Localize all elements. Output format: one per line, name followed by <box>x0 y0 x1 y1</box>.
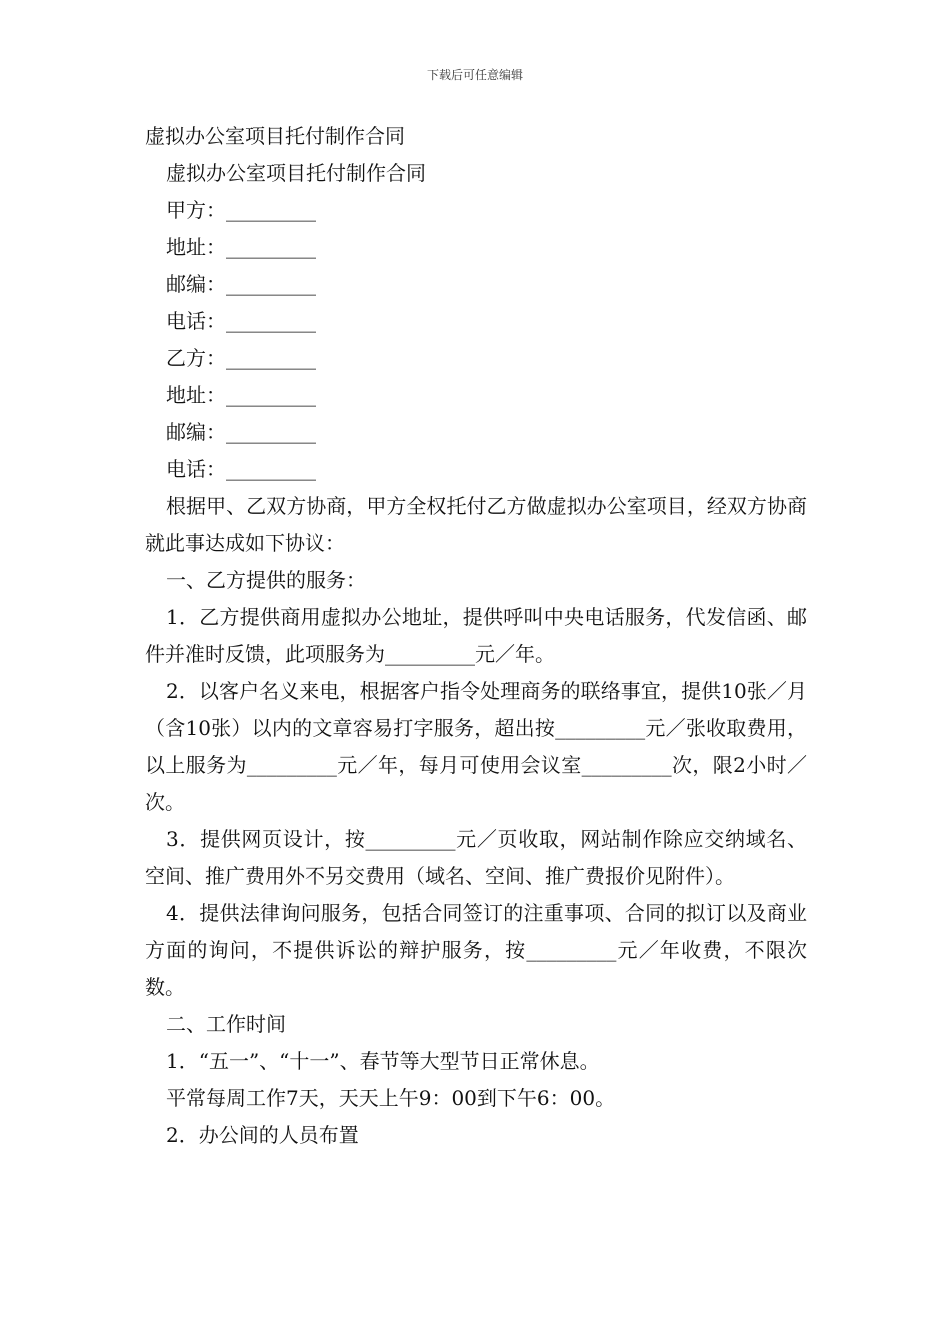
document-body <box>145 118 807 1154</box>
document-subtitle: 虚拟办公室项目托付制作合同 <box>166 161 426 185</box>
service-item-1: 1．乙方提供商用虚拟办公地址，提供呼叫中央电话服务，代发信函、邮件并准时反馈，此项服务为_________元／年。 <box>145 605 807 666</box>
party-b-address-field: 地址：_________ <box>166 383 316 407</box>
document-title: 虚拟办公室项目托付制作合同 <box>145 124 405 148</box>
service-item-3: 3．提供网页设计，按_________元／页收取，网站制作除应交纳域名、空间、推广费用外不另交费用（域名、空间、推广费报价见附件）。 <box>145 827 807 888</box>
party-a-field: 甲方：_________ <box>166 198 316 222</box>
party-a-address-field: 地址：_________ <box>166 235 316 259</box>
section-1-heading: 一、乙方提供的服务： <box>166 568 366 592</box>
work-time-item-2: 2．办公间的人员布置 <box>166 1123 359 1147</box>
work-time-item-1-detail: 平常每周工作7天，天天上午9：00到下午6：00。 <box>166 1086 616 1110</box>
party-b-postcode-field: 邮编：_________ <box>166 420 316 444</box>
party-a-phone-field: 电话：_________ <box>166 309 316 333</box>
page-header-note: 下载后可任意编辑 <box>426 68 523 82</box>
party-b-field: 乙方：_________ <box>166 346 316 370</box>
work-time-item-1: 1．“五一”、“十一”、春节等大型节日正常休息。 <box>166 1049 600 1073</box>
service-item-4: 4．提供法律询问服务，包括合同签订的注重事项、合同的拟订以及商业方面的询问，不提供诉讼的辩护服务，按_________元／年收费，不限次数。 <box>145 901 807 999</box>
party-a-postcode-field: 邮编：_________ <box>166 272 316 296</box>
section-2-heading: 二、工作时间 <box>166 1012 286 1036</box>
party-b-phone-field: 电话：_________ <box>166 457 316 481</box>
service-item-2: 2．以客户名义来电，根据客户指令处理商务的联络事宜，提供10张／月（含10张）以内的文章容易打字服务，超出按_________元／张收取费用，以上服务为_________元／年，每月可使用会议室_________次，限2小时／次。 <box>145 679 807 814</box>
intro-paragraph: 根据甲、乙双方协商，甲方全权托付乙方做虚拟办公室项目，经双方协商就此事达成如下协议： <box>145 494 807 555</box>
